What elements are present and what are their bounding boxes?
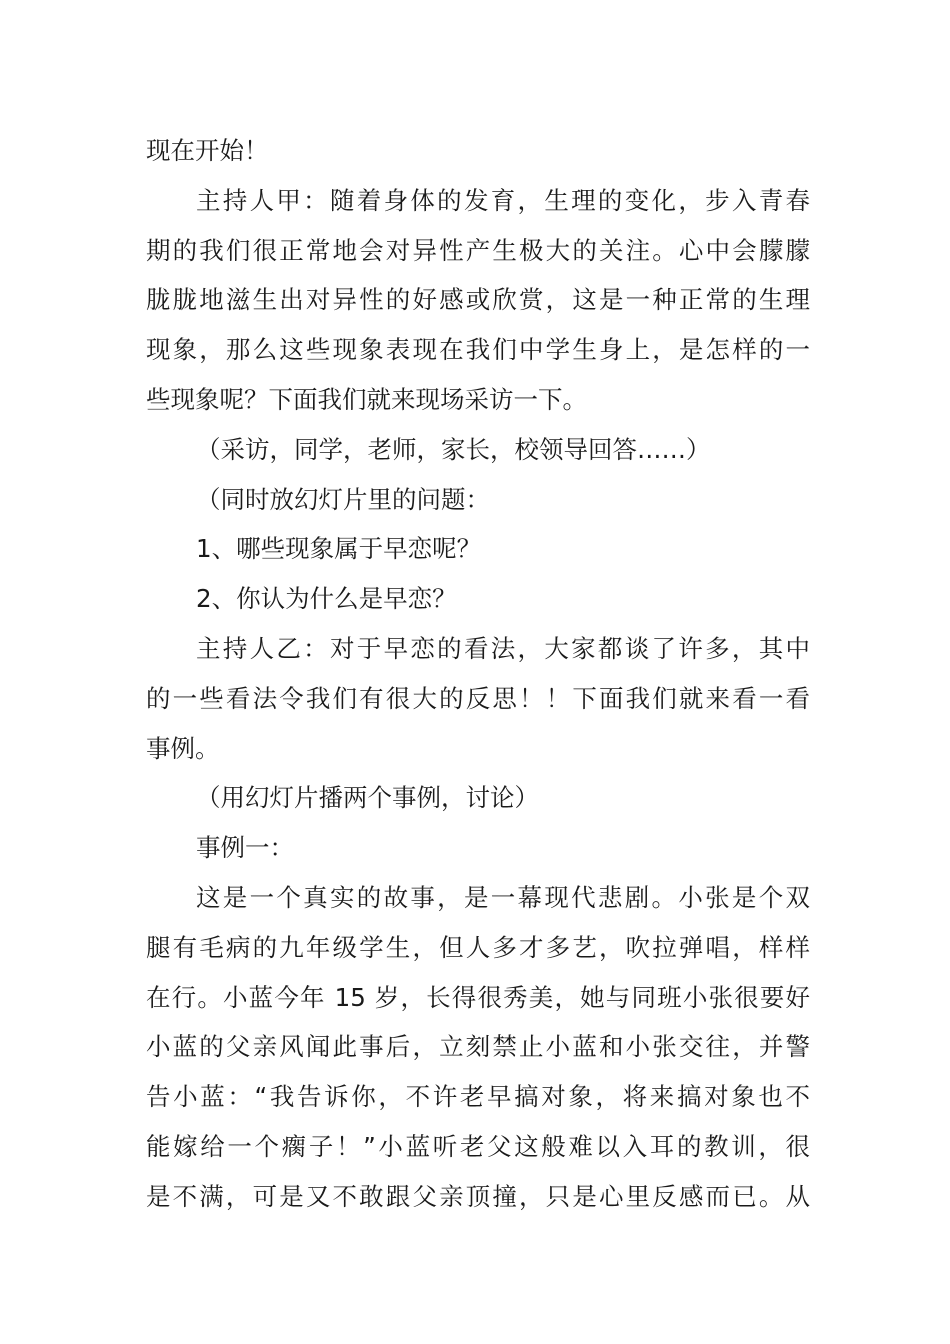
text-line: 期的我们很正常地会对异性产生极大的关注。心中会朦朦 xyxy=(146,235,810,265)
text-line: 是不满，可是又不敢跟父亲顶撞，只是心里反感而已。从 xyxy=(146,1181,810,1211)
text-line: 事例一： xyxy=(196,833,294,863)
text-line: 告小蓝：“我告诉你，不许老早搞对象，将来搞对象也不 xyxy=(146,1082,810,1112)
text-line: （采访，同学，老师，家长，校领导回答……） xyxy=(196,434,711,464)
text-line: 些现象呢？下面我们就来现场采访一下。 xyxy=(146,384,587,414)
text-line: 小蓝的父亲风闻此事后，立刻禁止小蓝和小张交往，并警 xyxy=(146,1032,810,1062)
text-line: 现在开始！ xyxy=(146,136,269,165)
body-text xyxy=(146,126,810,1222)
text-line: 主持人甲：随着身体的发育，生理的变化，步入青春 xyxy=(196,185,810,215)
text-line: 的一些看法令我们有很大的反思！！下面我们就来看一看 xyxy=(146,683,810,713)
text-line: 胧胧地滋生出对异性的好感或欣赏，这是一种正常的生理 xyxy=(146,285,810,315)
text-line: （用幻灯片播两个事例，讨论） xyxy=(196,783,539,813)
text-line: （同时放幻灯片里的问题： xyxy=(196,484,490,514)
text-line: 腿有毛病的九年级学生，但人多才多艺，吹拉弹唱，样样 xyxy=(146,932,810,962)
text-line: 2、你认为什么是早恋？ xyxy=(196,584,457,614)
text-line: 能嫁给一个瘸子！”小蓝听老父这般难以入耳的教训，很 xyxy=(146,1131,810,1161)
text-line: 现象，那么这些现象表现在我们中学生身上，是怎样的一 xyxy=(146,335,810,365)
text-line: 1、哪些现象属于早恋呢？ xyxy=(196,534,482,564)
text-line: 事例。 xyxy=(146,733,220,763)
text-line: 这是一个真实的故事，是一幕现代悲剧。小张是个双 xyxy=(196,882,810,912)
text-line: 在行。小蓝今年 15 岁，长得很秀美，她与同班小张很要好 xyxy=(146,982,810,1012)
text-line: 主持人乙：对于早恋的看法，大家都谈了许多，其中 xyxy=(196,633,810,663)
